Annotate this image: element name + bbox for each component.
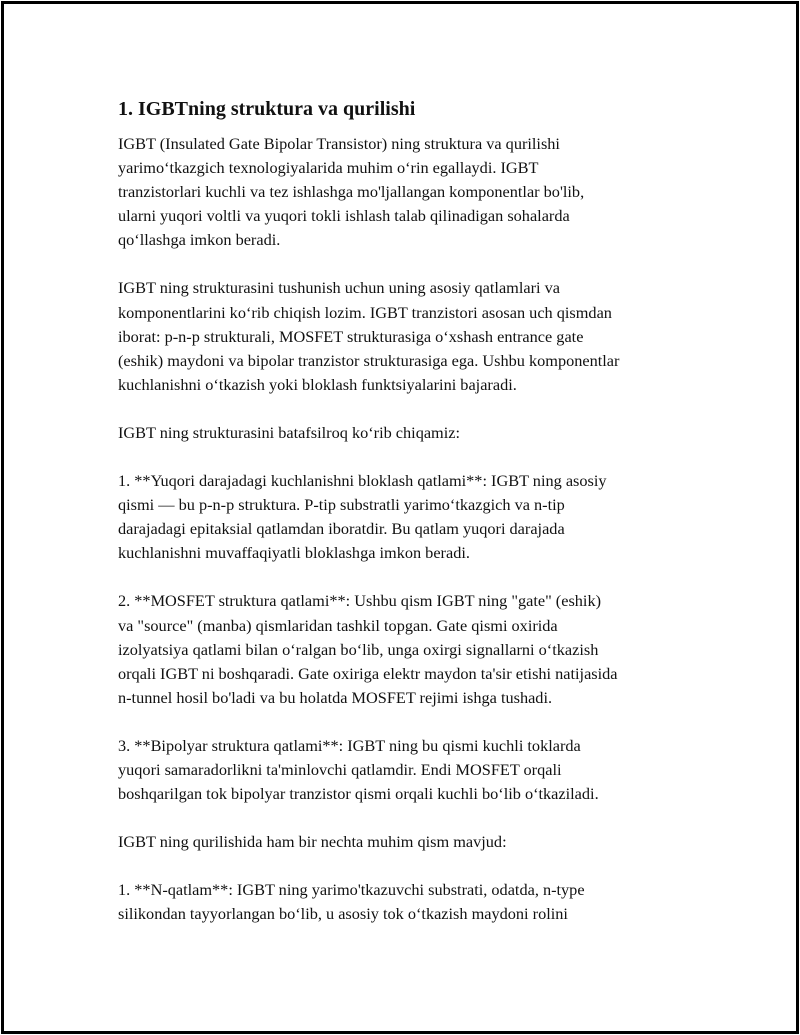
- paragraph-detail-intro: [118, 421, 698, 445]
- paragraph-components: [118, 276, 698, 396]
- paragraph-n-layer: [118, 878, 698, 926]
- text-line: yarimo‘tkazgich texnologiyalarida muhim o‘rin egallaydi. IGBT: [118, 158, 539, 178]
- paragraph-bipolar-layer: [118, 734, 698, 806]
- text-line: silikondan tayyorlangan bo‘lib, u asosiy tok o‘tkazish maydoni rolini: [118, 904, 568, 924]
- text-line: IGBT ning strukturasini tushunish uchun uning asosiy qatlamlari va: [118, 278, 560, 298]
- text-line: 1. **N-qatlam**: IGBT ning yarimo'tkazuvchi substrati, odatda, n-type: [118, 880, 585, 900]
- text-line: va "source" (manba) qismlaridan tashkil topgan. Gate qismi oxirida: [118, 615, 558, 635]
- text-line: qismi — bu p-n-p struktura. P-tip substratli yarimo‘tkazgich va n-tip: [118, 495, 565, 515]
- text-line: IGBT ning strukturasini batafsilroq ko‘rib chiqamiz:: [118, 422, 460, 442]
- text-line: IGBT (Insulated Gate Bipolar Transistor) ning struktura va qurilishi: [118, 134, 560, 153]
- text-line: boshqarilgan tok bipolyar tranzistor qismi orqali kuchli bo‘lib o‘tkaziladi.: [118, 784, 599, 804]
- paragraph-intro: [118, 132, 698, 252]
- text-line: 3. **Bipolyar struktura qatlami**: IGBT ning bu qismi kuchli toklarda: [118, 735, 581, 755]
- text-line: tranzistorlari kuchli va tez ishlashga mo'ljallangan komponentlar bo'lib,: [118, 182, 585, 202]
- text-line: iborat: p-n-p strukturali, MOSFET strukturasiga o‘xshash entrance gate: [118, 326, 584, 346]
- text-line: komponentlarini ko‘rib chiqish lozim. IGBT tranzistori asosan uch qismdan: [118, 302, 612, 322]
- document-page: [1, 1, 799, 1034]
- text-line: ularni yuqori voltli va yuqori tokli ishlash talab qilinadigan sohalarda: [118, 206, 570, 226]
- text-line: kuchlanishni muvaffaqiyatli bloklashga imkon beradi.: [118, 543, 470, 563]
- text-line: darajadagi epitaksial qatlamdan iboratdir. Bu qatlam yuqori darajada: [118, 519, 565, 539]
- text-line: kuchlanishni o‘tkazish yoki bloklash funktsiyalarini bajaradi.: [118, 374, 517, 394]
- document-body: [118, 96, 698, 950]
- text-line: 2. **MOSFET struktura qatlami**: Ushbu qism IGBT ning "gate" (eshik): [118, 591, 602, 611]
- text-line: IGBT ning qurilishida ham bir nechta muhim qism mavjud:: [118, 832, 507, 852]
- document-title: 1. IGBTning struktura va qurilishi: [118, 98, 416, 120]
- text-line: orqali IGBT ni boshqaradi. Gate oxiriga elektr maydon ta'sir etishi natijasida: [118, 663, 618, 683]
- text-line: n-tunnel hosil bo'ladi va bu holatda MOSFET rejimi ishga tushadi.: [118, 687, 553, 707]
- paragraph-construction-intro: [118, 830, 698, 854]
- text-line: izolyatsiya qatlami bilan o‘ralgan bo‘lib, unga oxirgi signallarni o‘tkazish: [118, 639, 599, 659]
- text-line: qo‘llashga imkon beradi.: [118, 230, 281, 250]
- paragraph-mosfet-layer: [118, 589, 698, 709]
- text-line: (eshik) maydoni va bipolar tranzistor strukturasiga ega. Ushbu komponentlar: [118, 350, 620, 370]
- paragraph-blocking-layer: [118, 469, 698, 565]
- text-line: yuqori samaradorlikni ta'minlovchi qatlamdir. Endi MOSFET orqali: [118, 759, 562, 779]
- text-line: 1. **Yuqori darajadagi kuchlanishni bloklash qatlami**: IGBT ning asosiy: [118, 471, 607, 491]
